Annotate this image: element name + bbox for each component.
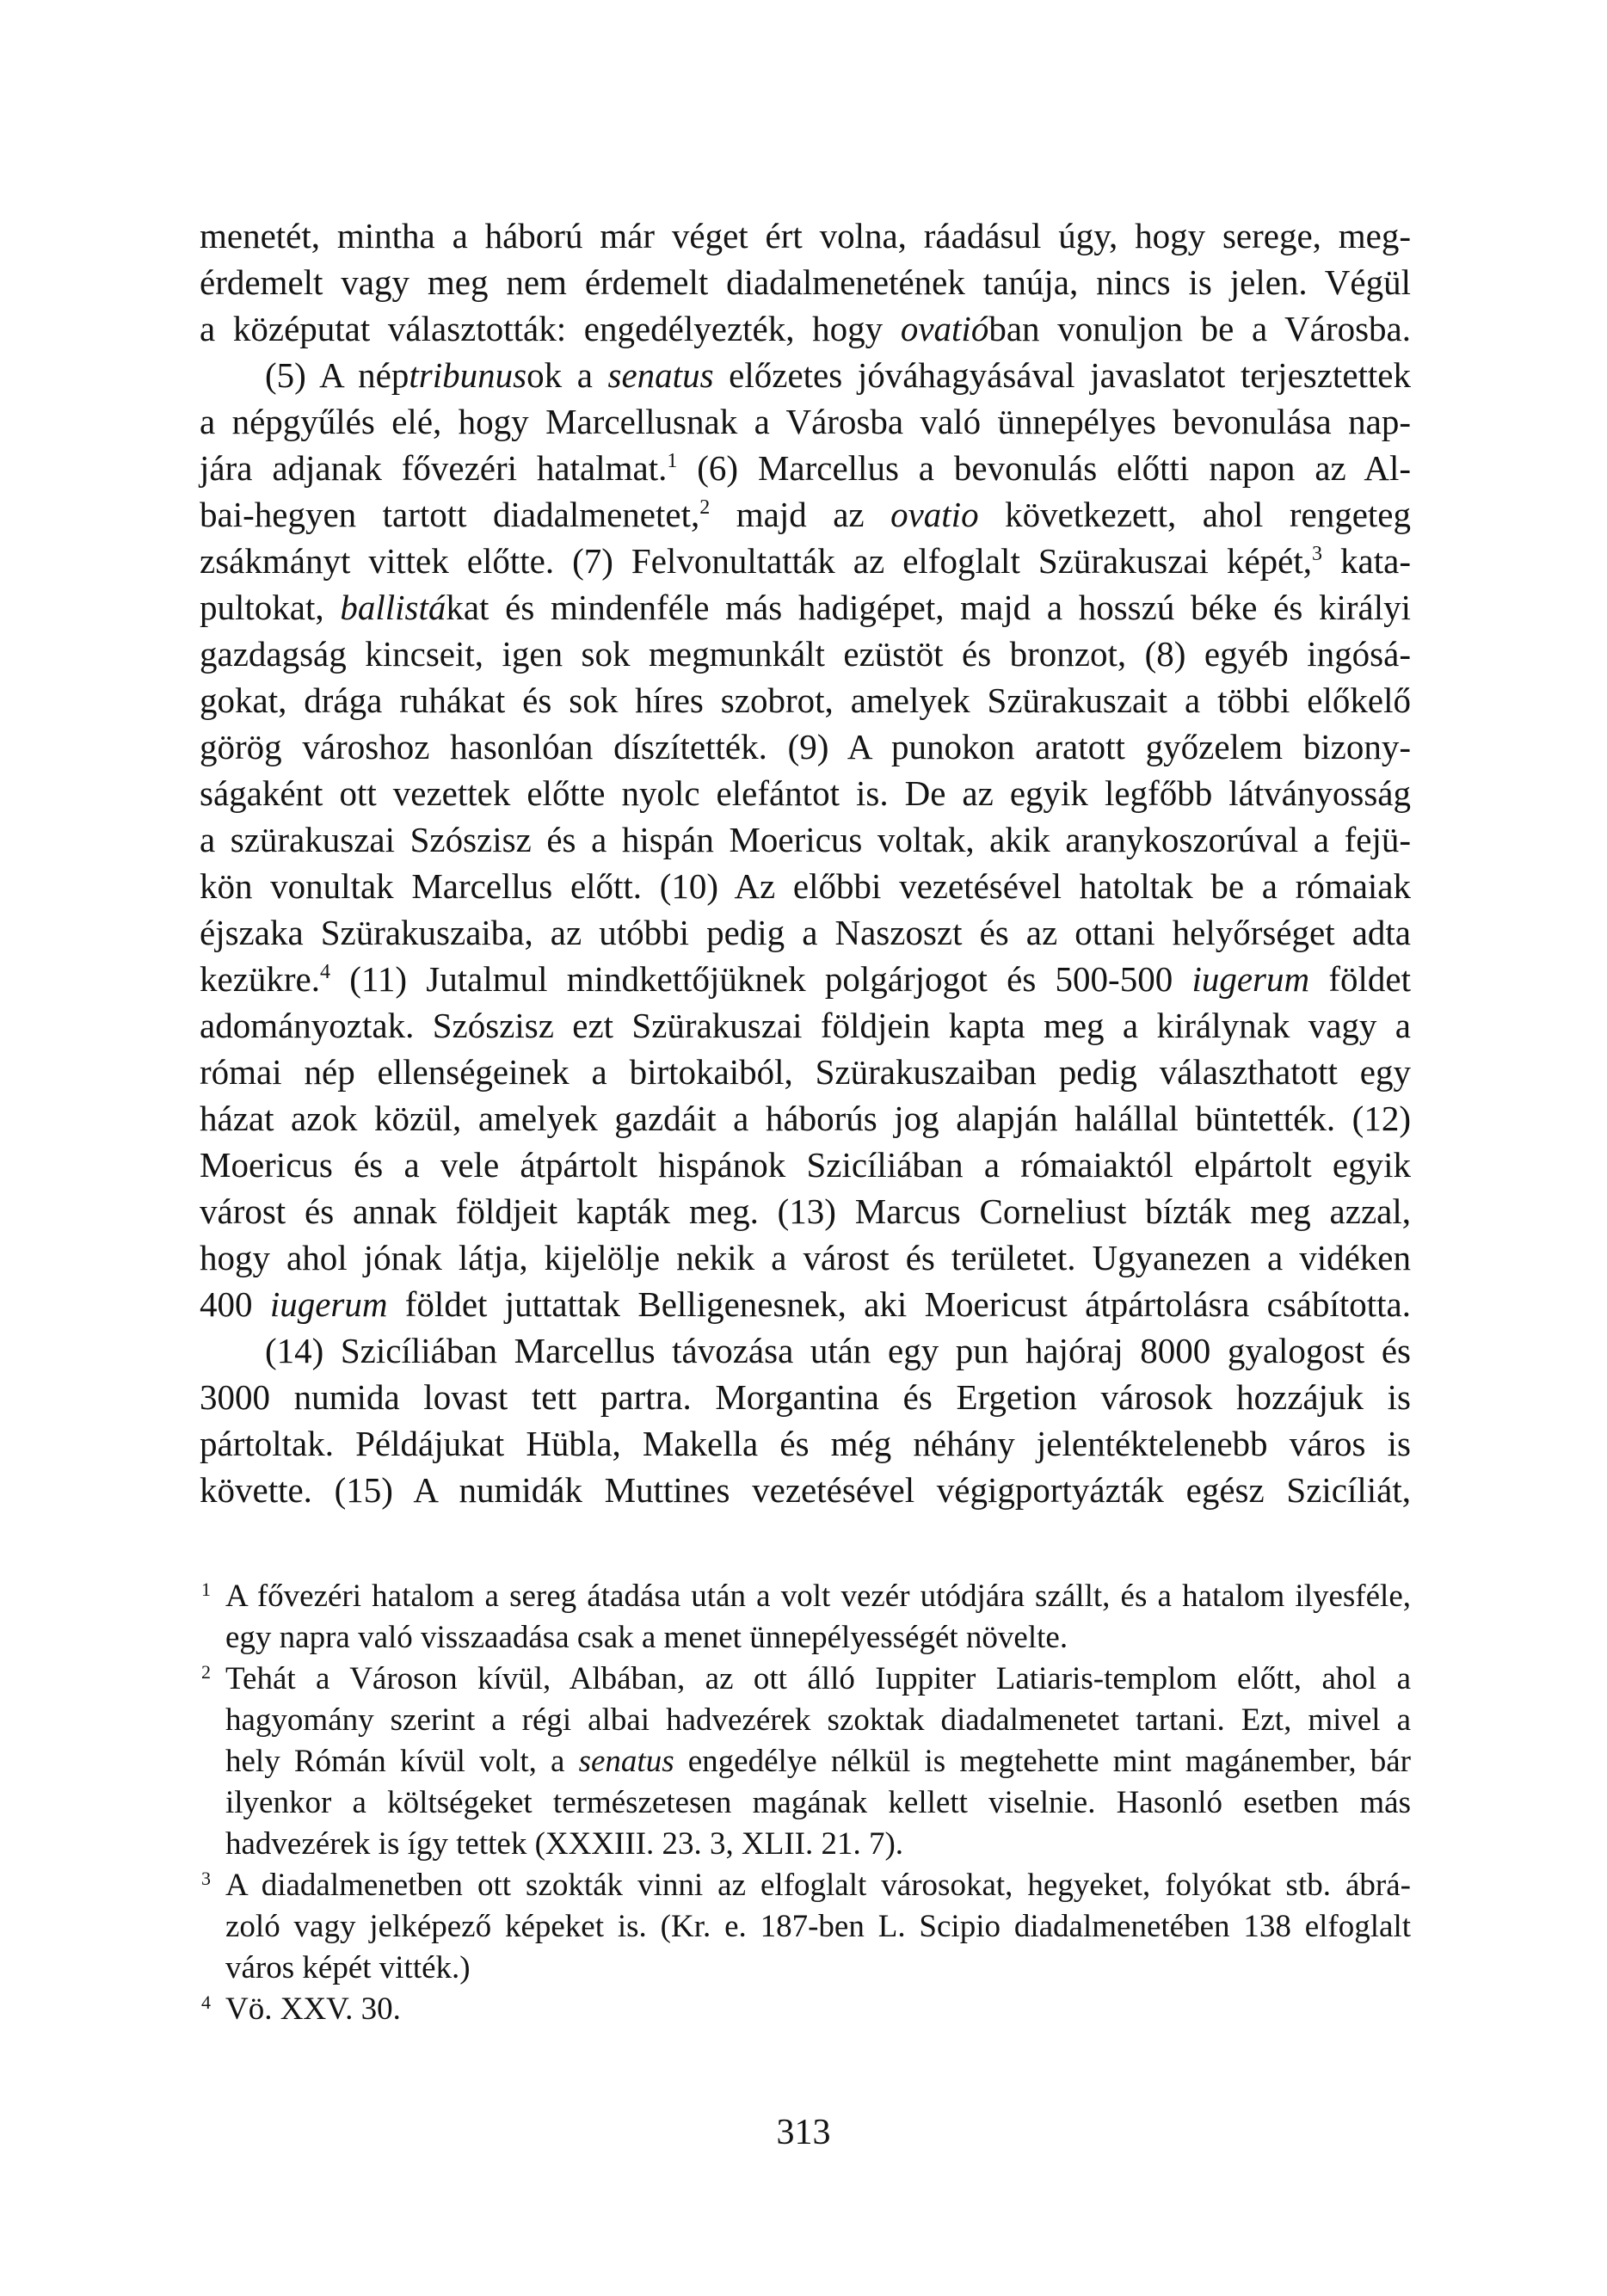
text-segment: következett, ahol rengeteg [978, 495, 1411, 534]
text-line-content [225, 1782, 1411, 1824]
text-segment: (6) Marcellus a bevonulás előtti napon az Al- [677, 448, 1412, 488]
text-segment: ságaként ott vezettek előtte nyolc elefántot is. De az egyik legfőbb látványosság [200, 773, 1411, 813]
text-line [200, 816, 1411, 863]
text-segment: jára adjanak fővezéri hatalmat. [200, 448, 668, 488]
text-line-content [225, 1741, 1411, 1782]
text-line [200, 1002, 1411, 1049]
text-line [200, 909, 1411, 956]
text-line-content [225, 1906, 1411, 1948]
text-line-content [225, 1865, 1411, 1906]
text-line [200, 1049, 1411, 1095]
text-segment: ilyenkor a költségeket természetesen magának kellett viselnie. Hasonló esetben más [225, 1785, 1411, 1820]
text-line-content [225, 1824, 903, 1865]
text-line [200, 1142, 1411, 1188]
footnote-marker: 1 [201, 1579, 211, 1600]
text-line-content [225, 1576, 1411, 1617]
text-line [200, 956, 1411, 1002]
text-line-content [225, 1617, 1068, 1659]
page-number: 313 [776, 2113, 831, 2152]
text-segment: tribunus [409, 355, 527, 395]
main-text [200, 212, 1411, 1513]
text-line [200, 770, 1411, 816]
text-line-content [200, 445, 1411, 491]
text-segment: ovatió [900, 309, 989, 348]
text-segment: görög városhoz hasonlóan díszítették. (9) A punokon aratott győzelem bizony- [200, 727, 1411, 766]
text-line [225, 1865, 1411, 1906]
text-segment: gazdagság kincseit, igen sok megmunkált ezüstöt és bronzot, (8) egyéb ingósá- [200, 634, 1411, 674]
text-segment: kata- [1322, 541, 1411, 581]
text-line [200, 259, 1411, 305]
text-segment: házat azok közül, amelyek gazdáit a háborús jog alapján halállal büntették. (12) [200, 1099, 1411, 1138]
text-segment: város képét vitték.) [225, 1950, 471, 1985]
footnote-ref-superscript: 1 [667, 450, 678, 472]
text-segment: hely Rómán kívül volt, a [225, 1744, 579, 1779]
text-line [225, 1782, 1411, 1824]
text-segment: ovatio [890, 495, 979, 534]
text-line [200, 352, 1411, 398]
text-segment: földet [1309, 959, 1411, 999]
footnote-ref-superscript: 3 [1312, 543, 1323, 565]
text-segment: 3000 numida lovast tett partra. Morgantina és Ergetion városok hozzájuk is [200, 1377, 1411, 1417]
text-line-content [225, 1948, 471, 1989]
text-line-content [200, 631, 1411, 677]
text-line [200, 863, 1411, 909]
text-line [225, 1617, 1411, 1659]
text-line-content [200, 1002, 1411, 1049]
text-segment: a szürakuszai Szószisz és a hispán Moericus voltak, akik aranykoszorúval a fejü- [200, 820, 1411, 859]
text-segment: menetét, mintha a háború már véget ért volna, ráadásul úgy, hogy serege, meg- [200, 216, 1411, 255]
text-line [200, 445, 1411, 491]
text-segment: kön vonultak Marcellus előtt. (10) Az előbbi vezetésével hatoltak be a rómaiak [200, 866, 1411, 906]
text-segment: iugerum [1191, 959, 1310, 999]
text-line [200, 1095, 1411, 1142]
text-segment: 400 [200, 1284, 270, 1324]
text-segment: Moericus és a vele átpártolt hispánok Szicíliában a rómaiaktól elpártolt egyik [200, 1145, 1411, 1185]
footnote-ref-superscript: 2 [699, 496, 711, 519]
text-segment: földet juttattak Belligenesnek, aki Moericust átpártolásra csábította. [387, 1284, 1412, 1324]
text-segment: ballistá [340, 588, 446, 627]
text-line [200, 1420, 1411, 1467]
footnote [200, 1576, 1411, 1659]
text-line [200, 1374, 1411, 1420]
text-segment: (5) A nép [265, 355, 409, 395]
text-line [200, 1467, 1411, 1513]
text-segment: gokat, drága ruhákat és sok híres szobrot, amelyek Szürakuszait a többi előkelő [200, 680, 1411, 720]
text-segment: érdemelt vagy meg nem érdemelt diadalmenetének tanúja, nincs is jelen. Végül [200, 262, 1411, 302]
text-line-content [200, 863, 1411, 909]
text-segment: hadvezérek is így tettek (XXXIII. 23. 3, XLII. 21. 7). [225, 1826, 904, 1862]
text-line [200, 212, 1411, 259]
text-segment: (11) Jutalmul mindkettőjüknek polgárjogot és 500-500 [330, 959, 1192, 999]
text-segment: zsákmányt vittek előtte. (7) Felvonultatták az elfoglalt Szürakuszai képét, [200, 541, 1313, 581]
text-line [200, 398, 1411, 445]
text-line [200, 584, 1411, 631]
text-segment: előzetes jóváhagyásával javaslatot terjesztettek [713, 355, 1411, 395]
footnote-marker: 4 [201, 1991, 211, 2013]
text-line-content [200, 1374, 1411, 1420]
text-line-content [200, 723, 1411, 770]
text-line-content [200, 305, 1411, 352]
text-line [225, 1576, 1411, 1617]
text-line-content [200, 909, 1411, 956]
text-line [225, 1824, 1411, 1865]
text-line [200, 305, 1411, 352]
text-segment: kat és mindenféle más hadigépet, majd a hosszú béke és királyi [446, 588, 1411, 627]
text-segment: a középutat választották: engedélyezték, hogy [200, 309, 901, 348]
text-segment: adományoztak. Szószisz ezt Szürakuszai földjein kapta meg a királynak vagy a [200, 1006, 1411, 1045]
text-line [200, 723, 1411, 770]
text-segment: (14) Szicíliában Marcellus távozása után egy pun hajóraj 8000 gyalogost és [265, 1331, 1411, 1370]
text-segment: követte. (15) A numidák Muttines vezetésével végigportyázták egész Szicíliát, [200, 1470, 1411, 1510]
text-segment: A fővezéri hatalom a sereg átadása után a volt vezér utódjára szállt, és a hatalom ilyesféle, [225, 1579, 1411, 1614]
text-line [225, 1989, 1411, 2030]
text-segment: Tehát a Városon kívül, Albában, az ott álló Iuppiter Latiaris-templom előtt, ahol a [225, 1661, 1411, 1696]
text-segment: egy napra való visszaadása csak a menet ünnepélyességét növelte. [225, 1620, 1068, 1655]
text-segment: ok a [526, 355, 608, 395]
footnote [200, 1659, 1411, 1865]
footnote-marker: 2 [201, 1661, 211, 1683]
text-segment: a népgyűlés elé, hogy Marcellusnak a Városba való ünnepélyes bevonulása nap- [200, 402, 1411, 441]
text-line-content [200, 1188, 1411, 1234]
text-line [200, 491, 1411, 538]
text-line [225, 1948, 1411, 1989]
text-line-content [200, 1467, 1411, 1513]
text-segment: Vö. XXV. 30. [225, 1991, 401, 2027]
text-segment: senatus [578, 1744, 674, 1779]
text-segment: senatus [607, 355, 714, 395]
text-segment: hagyomány szerint a régi albai hadvezérek szoktak diadalmenetet tartani. Ezt, mivel a [225, 1702, 1411, 1738]
text-line-content [225, 1659, 1411, 1700]
text-segment: A diadalmenetben ott szokták vinni az elfoglalt városokat, hegyeket, folyókat stb. ábrá- [225, 1868, 1411, 1903]
text-segment: pultokat, [200, 588, 341, 627]
text-line-content [225, 1989, 401, 2030]
text-line-content [200, 770, 1411, 816]
text-segment: hogy ahol jónak látja, kijelölje nekik a várost és területet. Ugyanezen a vidéken [200, 1238, 1411, 1277]
text-segment: római nép ellenségeinek a birtokaiból, Szürakuszaiban pedig választhatott egy [200, 1052, 1411, 1092]
text-segment: várost és annak földjeit kapták meg. (13) Marcus Corneliust bízták meg azzal, [200, 1191, 1411, 1231]
text-line-content [200, 1234, 1411, 1281]
text-line-content [232, 352, 1411, 398]
text-line [200, 677, 1411, 723]
text-line-content [200, 259, 1411, 305]
text-line [200, 1281, 1411, 1327]
text-line-content [200, 1281, 1411, 1327]
text-line-content [200, 398, 1411, 445]
text-segment: zoló vagy jelképező képeket is. (Kr. e. 187-ben L. Scipio diadalmenetében 138 elfoglalt [225, 1909, 1411, 1944]
text-line-content [200, 1420, 1411, 1467]
text-segment: bai-hegyen tartott diadalmenetet, [200, 495, 700, 534]
text-segment: engedélye nélkül is megtehette mint magánember, bár [674, 1744, 1411, 1779]
text-segment: pártoltak. Példájukat Hübla, Makella és még néhány jelentéktelenebb város is [200, 1424, 1411, 1463]
text-segment: éjszaka Szürakuszaiba, az utóbbi pedig a Naszoszt és az ottani helyőrséget adta [200, 913, 1411, 952]
text-line-content [200, 212, 1411, 259]
text-line-content [200, 1142, 1411, 1188]
footnotes [200, 1576, 1411, 2030]
text-segment: iugerum [269, 1284, 388, 1324]
text-line [225, 1700, 1411, 1741]
text-line [225, 1659, 1411, 1700]
text-line-content [200, 1095, 1411, 1142]
footnote [200, 1989, 1411, 2030]
text-segment: ban vonuljon be a Városba. [988, 309, 1411, 348]
text-line [200, 538, 1411, 584]
text-segment: kezükre. [200, 959, 320, 999]
text-line-content [200, 816, 1411, 863]
text-line [200, 1188, 1411, 1234]
text-line [225, 1906, 1411, 1948]
text-line-content [225, 1700, 1411, 1741]
text-line-content [232, 1327, 1411, 1374]
text-line-content [200, 491, 1411, 538]
text-line-content [200, 677, 1411, 723]
text-line [225, 1741, 1411, 1782]
footnote-ref-superscript: 4 [320, 961, 330, 983]
text-line [200, 631, 1411, 677]
text-line-content [200, 1049, 1411, 1095]
text-line-content [200, 584, 1411, 631]
footnote-marker: 3 [201, 1868, 211, 1889]
text-line [200, 1234, 1411, 1281]
text-segment: majd az [710, 495, 891, 534]
text-line [200, 1327, 1411, 1374]
footnote [200, 1865, 1411, 1989]
text-line-content [200, 538, 1411, 584]
text-line-content [200, 956, 1411, 1002]
